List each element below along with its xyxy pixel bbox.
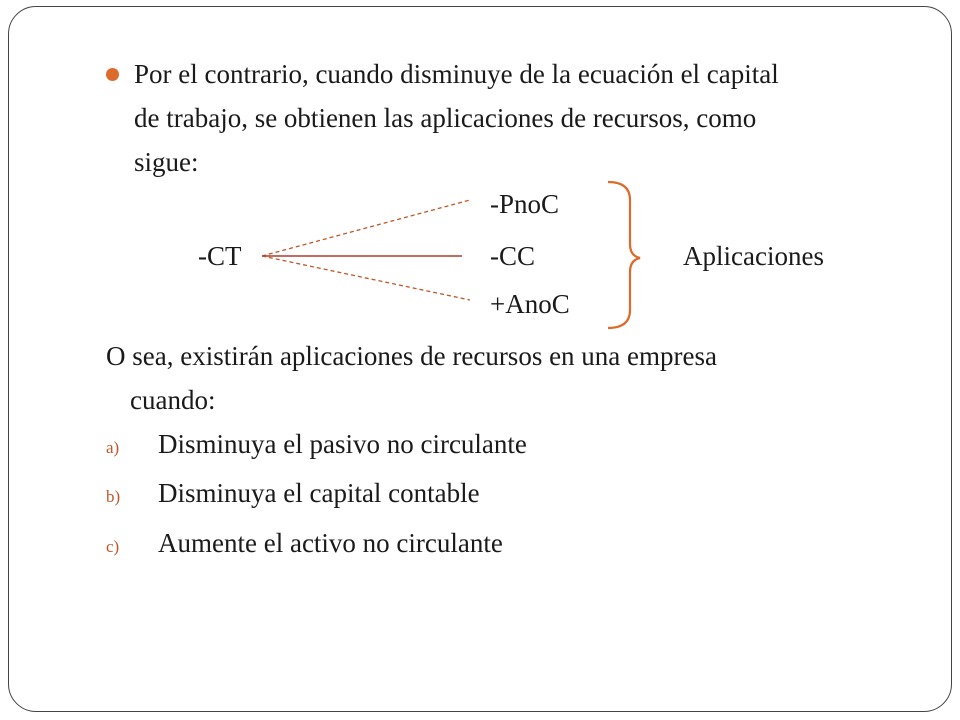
list-marker: c)	[106, 537, 120, 556]
diagram-target-cc: -CC	[490, 241, 536, 271]
diagram-source: -CT	[198, 241, 242, 271]
paragraph-line: de trabajo, se obtienen las aplicaciones de recursos, como	[134, 103, 757, 133]
curly-bracket	[608, 182, 640, 328]
paragraph-line: sigue:	[134, 147, 199, 177]
diagram-result: Aplicaciones	[683, 241, 824, 271]
dashed-line-bottom	[262, 256, 470, 300]
list-item: Disminuya el capital contable	[158, 478, 480, 508]
paragraph-line: cuando:	[130, 385, 216, 415]
paragraph-line: O sea, existirán aplicaciones de recursos en una empresa	[106, 341, 717, 371]
list-marker: b)	[106, 487, 121, 506]
paragraph-line: Por el contrario, cuando disminuye de la ecuación el capital	[134, 59, 779, 89]
dashed-line-top	[262, 200, 470, 256]
diagram-target-pnoc: -PnoC	[490, 189, 560, 219]
list-marker: a)	[106, 438, 120, 457]
list-item: Aumente el activo no circulante	[158, 528, 503, 558]
list-item: Disminuya el pasivo no circulante	[158, 429, 527, 459]
diagram-target-anoc: +AnoC	[490, 289, 570, 319]
paragraph-2	[106, 334, 717, 422]
